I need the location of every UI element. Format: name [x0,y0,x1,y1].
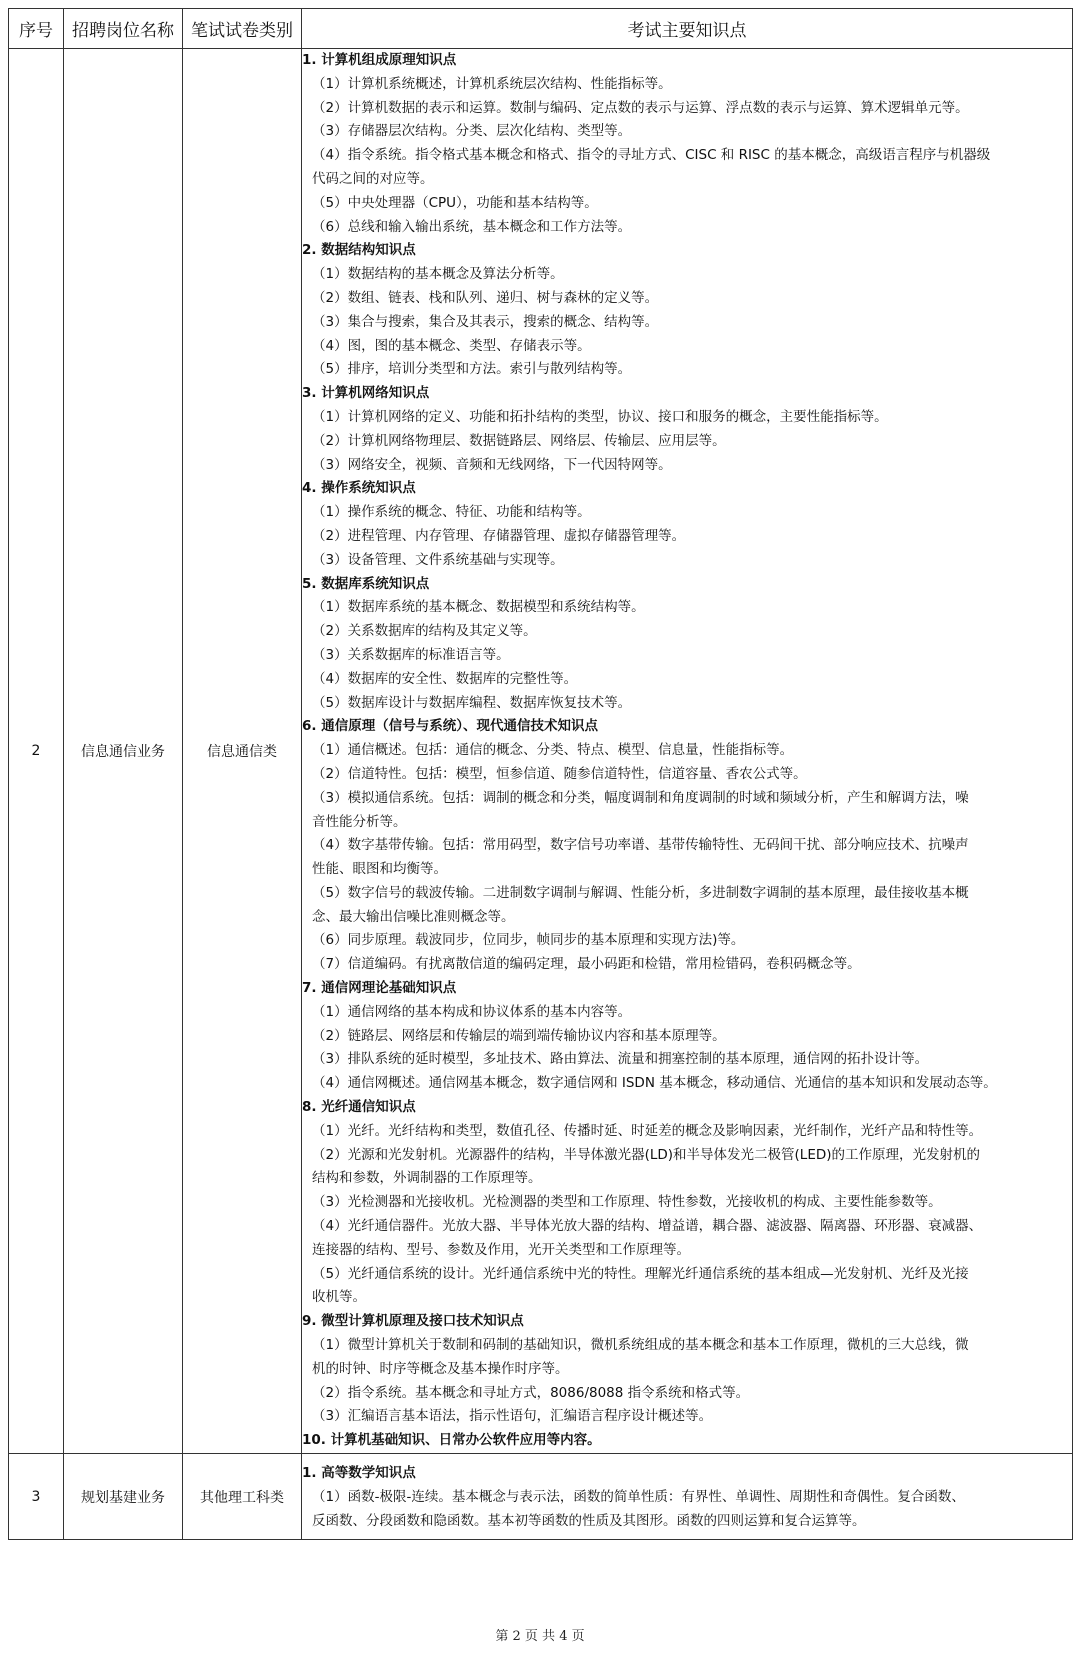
section-heading: 6. 通信原理（信号与系统）、现代通信技术知识点 [302,718,598,735]
knowledge-item-continuation: 音性能分析等。 [312,813,407,830]
knowledge-lines [302,49,1072,1453]
knowledge-item: （3）排队系统的延时模型，多址技术、路由算法、流量和拥塞控制的基本原理，通信网的拓扑设计等。 [312,1051,929,1068]
knowledge-item-continuation: 念、最大输出信噪比准则概念等。 [312,908,515,925]
exam-category-cell: 其他理工科类 [183,1454,302,1540]
knowledge-item: （2）链路层、网络层和传输层的端到端传输协议内容和基本原理等。 [312,1027,726,1044]
header-knowledge-points: 考试主要知识点 [302,9,1073,49]
knowledge-item: （3）集合与搜索，集合及其表示，搜索的概念、结构等。 [312,313,659,330]
knowledge-item: （2）指令系统。基本概念和寻址方式，8086/8088 指令系统和格式等。 [312,1384,750,1401]
knowledge-item: （3）汇编语言基本语法，指示性语句，汇编语言程序设计概述等。 [312,1408,713,1425]
section-heading: 2. 数据结构知识点 [302,242,416,259]
table-row [9,1454,1073,1540]
knowledge-item: （2）计算机数据的表示和运算。数制与编码、定点数的表示与运算、浮点数的表示与运算、算术逻辑单元等。 [312,99,969,116]
knowledge-item-continuation: 性能、眼图和均衡等。 [312,861,447,878]
section-heading: 5. 数据库系统知识点 [302,575,430,592]
knowledge-item: （5）数据库设计与数据库编程、数据库恢复技术等。 [312,694,632,711]
knowledge-item: （7）信道编码。有扰离散信道的编码定理，最小码距和检错，常用检错码，卷积码概念等。 [312,956,861,973]
knowledge-item: （1）光纤。光纤结构和类型，数值孔径、传播时延、时延差的概念及影响因素，光纤制作，光纤产品和特性等。 [312,1122,983,1139]
page-number-footer: 第 2 页 共 4 页 [495,1629,585,1644]
knowledge-item: （1）通信网络的基本构成和协议体系的基本内容等。 [312,1003,632,1020]
knowledge-table [8,8,1073,1540]
knowledge-item: （6）总线和输入输出系统，基本概念和工作方法等。 [312,218,632,235]
header-serial-no: 序号 [9,9,64,49]
knowledge-item-continuation: 代码之间的对应等。 [312,170,434,187]
knowledge-item-continuation: 反函数、分段函数和隐函数。基本初等函数的性质及其图形。函数的四则运算和复合运算等。 [312,1512,866,1529]
knowledge-points-cell [302,49,1073,1454]
header-position-name: 招聘岗位名称 [64,9,183,49]
knowledge-item: （5）光纤通信系统的设计。光纤通信系统中光的特性。理解光纤通信系统的基本组成—光发射机、光纤及光接 [312,1265,969,1282]
section-heading: 7. 通信网理论基础知识点 [302,980,457,997]
knowledge-item: （5）中央处理器（CPU），功能和基本结构等。 [312,194,598,211]
section-heading: 1. 计算机组成原理知识点 [302,52,457,68]
knowledge-item: （3）设备管理、文件系统基础与实现等。 [312,551,564,568]
position-name-cell: 规划基建业务 [64,1454,183,1540]
serial-no-cell: 2 [9,49,64,1454]
knowledge-item: （6）同步原理。载波同步，位同步，帧同步的基本原理和实现方法)等。 [312,932,745,949]
table-header-row [9,9,1073,49]
knowledge-item: （1）计算机网络的定义、功能和拓扑结构的类型，协议、接口和服务的概念，主要性能指标等。 [312,408,888,425]
section-heading: 8. 光纤通信知识点 [302,1099,416,1116]
knowledge-item: （3）光检测器和光接收机。光检测器的类型和工作原理、特性参数，光接收机的构成、主要性能参数等。 [312,1194,942,1211]
serial-no-cell: 3 [9,1454,64,1540]
knowledge-item: （2）进程管理、内存管理、存储器管理、虚拟存储器管理等。 [312,527,686,544]
knowledge-item: （2）计算机网络物理层、数据链路层、网络层、传输层、应用层等。 [312,432,726,449]
knowledge-lines [302,1462,1072,1533]
knowledge-item: （1）数据结构的基本概念及算法分析等。 [312,266,564,283]
header-exam-category: 笔试试卷类别 [183,9,302,49]
knowledge-item: （1）通信概述。包括：通信的概念、分类、特点、模型、信息量，性能指标等。 [312,742,794,759]
knowledge-item: （1）微型计算机关于数制和码制的基础知识，微机系统组成的基本概念和基本工作原理，微机的三大总线，微 [312,1337,969,1354]
knowledge-item: （4）图，图的基本概念、类型、存储表示等。 [312,337,591,354]
knowledge-item: （4）通信网概述。通信网基本概念，数字通信网和 ISDN 基本概念，移动通信、光通信的基本知识和发展动态等。 [312,1075,997,1092]
exam-category-cell: 信息通信类 [183,49,302,1454]
knowledge-item: （2）光源和光发射机。光源器件的结构，半导体激光器(LD)和半导体发光二极管(LED)的工作原理，光发射机的 [312,1146,981,1163]
knowledge-item-continuation: 机的时钟、时序等概念及基本操作时序等。 [312,1360,569,1377]
knowledge-item: （1）函数-极限-连续。基本概念与表示法，函数的简单性质：有界性、单调性、周期性和奇偶性。复合函数、 [312,1488,965,1505]
knowledge-item: （1）计算机系统概述，计算机系统层次结构、性能指标等。 [312,75,672,92]
knowledge-item: （1）操作系统的概念、特征、功能和结构等。 [312,504,591,521]
knowledge-item: （5）数字信号的载波传输。二进制数字调制与解调、性能分析，多进制数字调制的基本原理，最佳接收基本概 [312,884,969,901]
section-heading: 1. 高等数学知识点 [302,1465,416,1482]
knowledge-item: （3）存储器层次结构。分类、层次化结构、类型等。 [312,123,632,140]
knowledge-item: （3）模拟通信系统。包括：调制的概念和分类，幅度调制和角度调制的时域和频域分析，产生和解调方法，噪 [312,789,969,806]
knowledge-item-continuation: 结构和参数，外调制器的工作原理等。 [312,1170,542,1187]
knowledge-item: （5）排序，培训分类型和方法。索引与散列结构等。 [312,361,632,378]
knowledge-item: （3）网络安全，视频、音频和无线网络，下一代因特网等。 [312,456,672,473]
section-heading: 4. 操作系统知识点 [302,480,416,497]
knowledge-item: （4）指令系统。指令格式基本概念和格式、指令的寻址方式、CISC 和 RISC 的基本概念，高级语言程序与机器级 [312,147,991,164]
knowledge-item-continuation: 收机等。 [312,1289,366,1306]
knowledge-item: （2）信道特性。包括：模型，恒参信道、随参信道特性，信道容量、香农公式等。 [312,765,807,782]
knowledge-points-cell [302,1454,1073,1540]
position-name-cell: 信息通信业务 [64,49,183,1454]
section-heading: 3. 计算机网络知识点 [302,385,430,402]
knowledge-item: （2）数组、链表、栈和队列、递归、树与森林的定义等。 [312,289,659,306]
knowledge-item: （4）数据库的安全性、数据库的完整性等。 [312,670,578,687]
knowledge-item: （4）光纤通信器件。光放大器、半导体光放大器的结构、增益谱，耦合器、滤波器、隔离器、环形器、衰减器、 [312,1218,983,1235]
knowledge-item-continuation: 连接器的结构、型号、参数及作用，光开关类型和工作原理等。 [312,1241,690,1258]
knowledge-item: （2）关系数据库的结构及其定义等。 [312,623,537,640]
knowledge-item: （1）数据库系统的基本概念、数据模型和系统结构等。 [312,599,645,616]
section-heading: 9. 微型计算机原理及接口技术知识点 [302,1313,524,1330]
section-heading: 10. 计算机基础知识、日常办公软件应用等内容。 [302,1432,601,1449]
knowledge-item: （4）数字基带传输。包括：常用码型，数字信号功率谱、基带传输特性、无码间干扰、部分响应技术、抗噪声 [312,837,969,854]
table-row [9,49,1073,1454]
knowledge-item: （3）关系数据库的标准语言等。 [312,646,510,663]
